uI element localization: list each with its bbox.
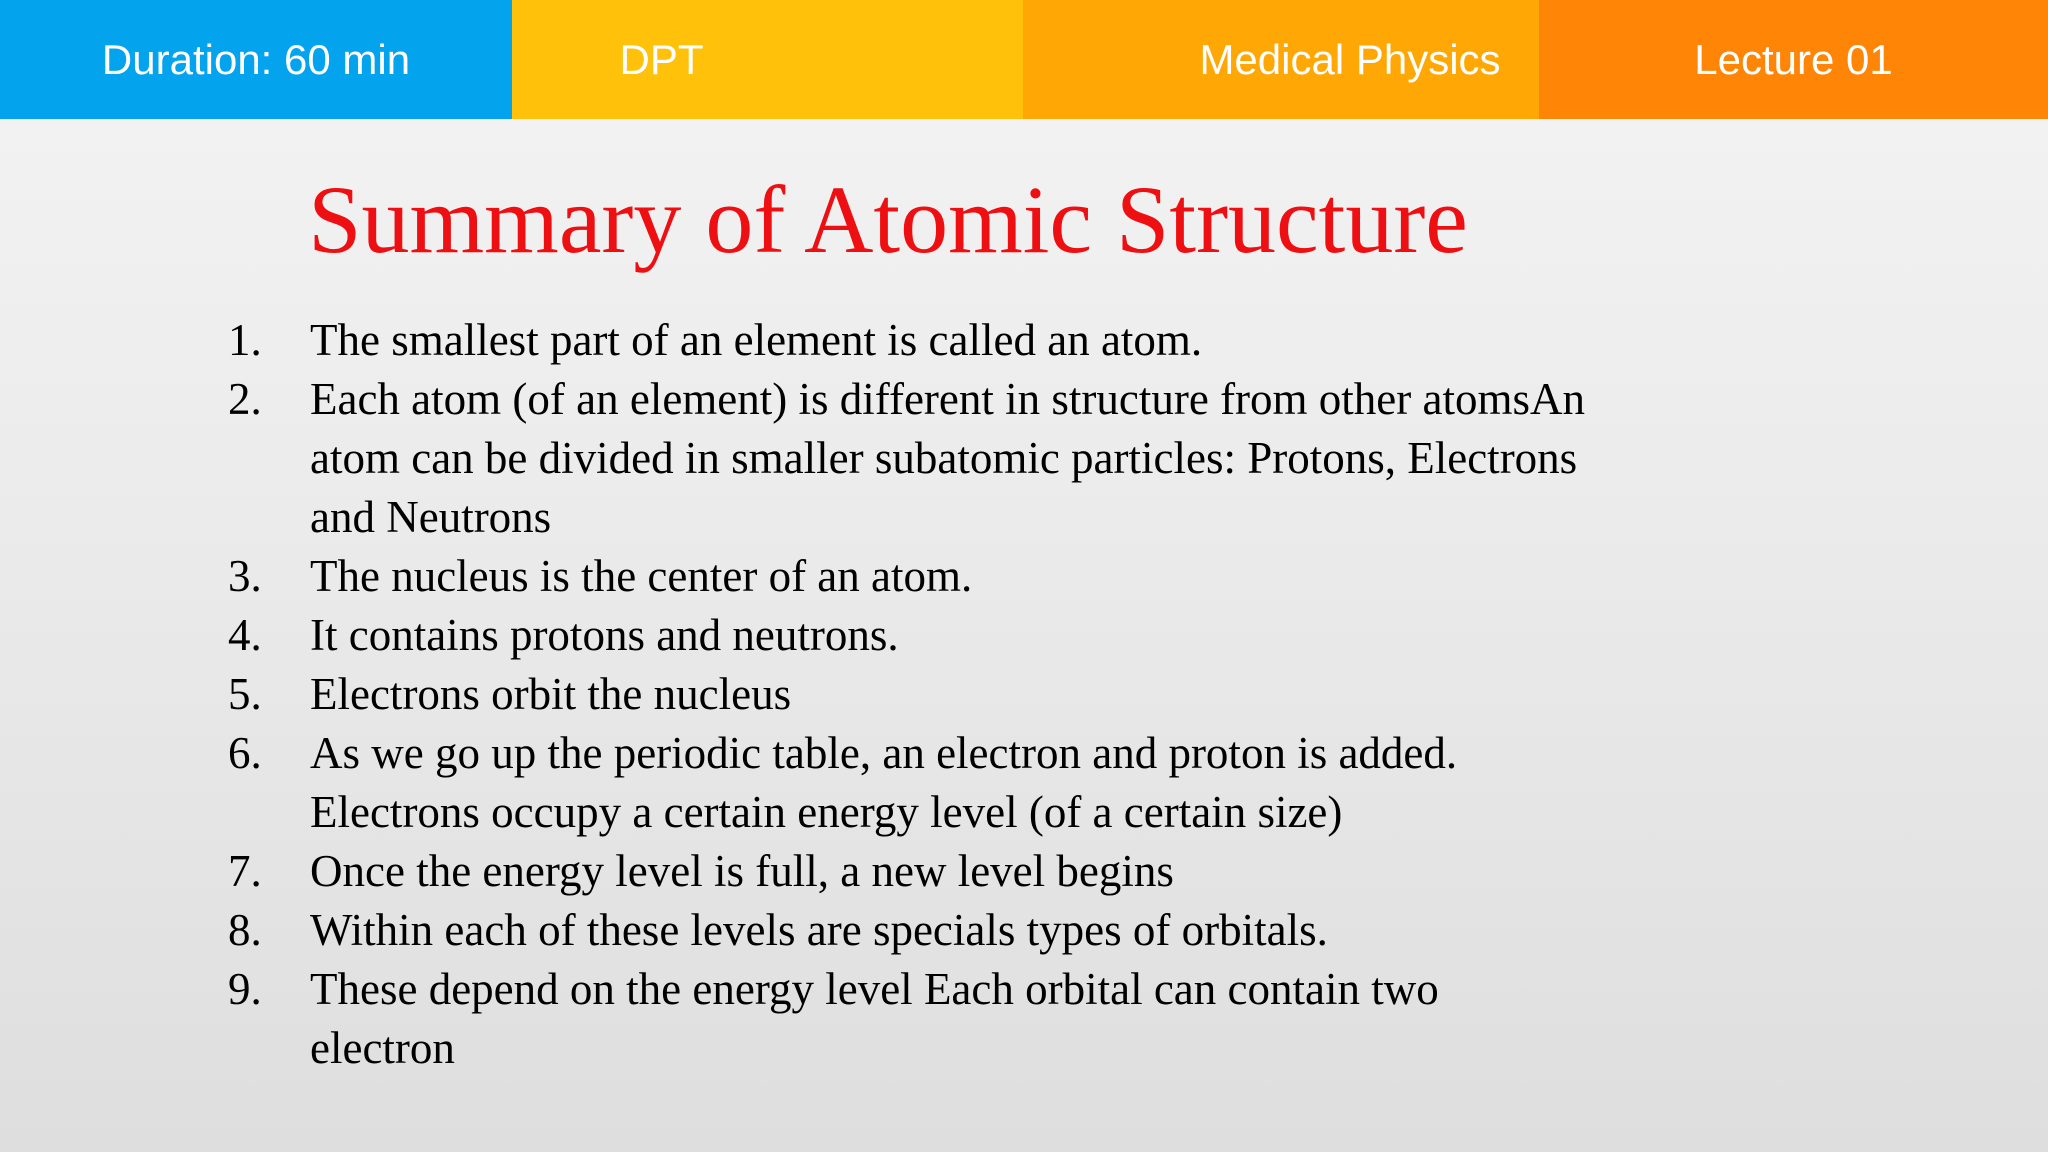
list-item-number: 8. [228, 905, 262, 955]
slide-title: Summary of Atomic Structure [308, 166, 1468, 273]
list-item-text: Once the energy level is full, a new level begins [310, 846, 1174, 896]
list-item [228, 665, 1788, 724]
list-item [228, 960, 1788, 1078]
lecture-label: Lecture 01 [1539, 0, 2048, 119]
list-item [228, 547, 1788, 606]
list-item-number: 7. [228, 846, 262, 896]
list-item-text: The nucleus is the center of an atom. [310, 551, 973, 601]
list-item [228, 842, 1788, 901]
summary-list [228, 311, 1788, 1078]
list-item-text: As we go up the periodic table, an electron and proton is added. Electrons occupy a certain energy level (of a certain size) [310, 728, 1458, 837]
list-item [228, 724, 1788, 842]
list-item-text: Each atom (of an element) is different in structure from other atomsAn atom can be divided in smaller subatomic particles: Protons, Electrons and Neutrons [310, 374, 1585, 542]
list-item-number: 4. [228, 610, 262, 660]
list-item-number: 1. [228, 315, 262, 365]
list-item [228, 606, 1788, 665]
subject-label: Medical Physics [1023, 0, 1539, 119]
list-item-text: The smallest part of an element is called an atom. [310, 315, 1203, 365]
header-bar [0, 0, 2048, 119]
program-label: DPT [512, 0, 1023, 119]
list-item [228, 311, 1788, 370]
list-item-number: 9. [228, 964, 262, 1014]
list-item-text: Within each of these levels are specials types of orbitals. [310, 905, 1328, 955]
list-item-number: 5. [228, 669, 262, 719]
list-item-number: 2. [228, 374, 262, 424]
duration-label: Duration: 60 min [0, 0, 512, 119]
list-item-text: These depend on the energy level Each orbital can contain two electron [310, 964, 1439, 1073]
list-item [228, 901, 1788, 960]
list-item-text: It contains protons and neutrons. [310, 610, 899, 660]
list-item-number: 3. [228, 551, 262, 601]
list-item-number: 6. [228, 728, 262, 778]
list-item [228, 370, 1788, 547]
list-item-text: Electrons orbit the nucleus [310, 669, 792, 719]
